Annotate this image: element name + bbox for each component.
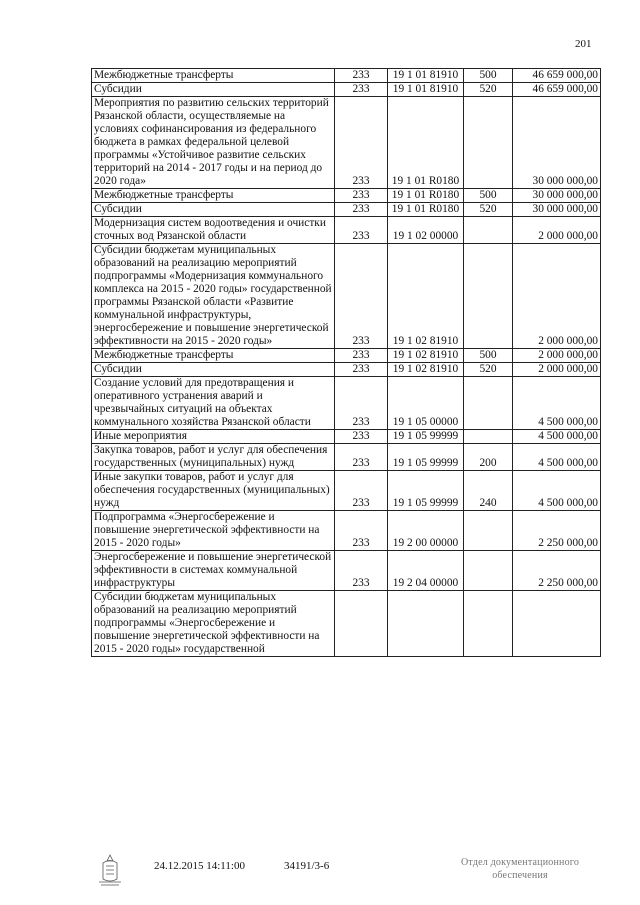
- row-cs: [388, 591, 464, 657]
- row-cs: 19 2 04 00000: [388, 551, 464, 591]
- row-vr: [464, 244, 513, 349]
- row-sum: 4 500 000,00: [513, 377, 601, 430]
- row-cs: 19 1 01 R0180: [388, 189, 464, 203]
- row-cs: 19 2 00 00000: [388, 511, 464, 551]
- row-vr: 520: [464, 83, 513, 97]
- row-gr: 233: [335, 83, 388, 97]
- row-sum: 4 500 000,00: [513, 471, 601, 511]
- table-row: [92, 189, 601, 203]
- row-name: Модернизация систем водоотведения и очистки сточных вод Рязанской области: [92, 217, 335, 244]
- row-vr: [464, 97, 513, 189]
- stamp-line-2: обеспечения: [492, 870, 548, 881]
- row-sum: [513, 591, 601, 657]
- row-vr: [464, 377, 513, 430]
- row-gr: 233: [335, 377, 388, 430]
- row-cs: 19 1 01 81910: [388, 69, 464, 83]
- row-vr: 200: [464, 444, 513, 471]
- row-gr: 233: [335, 363, 388, 377]
- row-vr: 240: [464, 471, 513, 511]
- table-row: [92, 444, 601, 471]
- table-row: [92, 203, 601, 217]
- table-row: [92, 349, 601, 363]
- row-name: Субсидии: [92, 363, 335, 377]
- row-gr: 233: [335, 511, 388, 551]
- row-sum: 46 659 000,00: [513, 83, 601, 97]
- row-sum: 30 000 000,00: [513, 97, 601, 189]
- row-gr: 233: [335, 189, 388, 203]
- row-sum: 2 000 000,00: [513, 244, 601, 349]
- row-gr: 233: [335, 203, 388, 217]
- table-row: [92, 83, 601, 97]
- row-name: Субсидии: [92, 83, 335, 97]
- table-row: [92, 471, 601, 511]
- budget-table: [91, 68, 601, 657]
- row-cs: 19 1 01 81910: [388, 83, 464, 97]
- row-name: Закупка товаров, работ и услуг для обеспечения государственных (муниципальных) нужд: [92, 444, 335, 471]
- table-row: [92, 377, 601, 430]
- row-vr: [464, 430, 513, 444]
- footer-doc-number: 34191/3-6: [284, 860, 330, 872]
- table-row: [92, 591, 601, 657]
- row-gr: 233: [335, 430, 388, 444]
- row-name: Межбюджетные трансферты: [92, 69, 335, 83]
- stamp-line-1: Отдел документационного: [460, 857, 580, 868]
- row-gr: 233: [335, 97, 388, 189]
- row-name: Межбюджетные трансферты: [92, 189, 335, 203]
- row-name: Субсидии бюджетам муниципальных образований на реализацию мероприятий подпрограммы «Модернизация коммунального комплекса на 2015 - 2020 годы» государственной программы Рязанской области «Развитие коммунальной инфраструктуры, энергосбережение и повышение энергетической эффективности на 2015 - 2020 годы»: [92, 244, 335, 349]
- row-name: Иные мероприятия: [92, 430, 335, 444]
- row-name: Энергосбережение и повышение энергетической эффективности в системах коммунальной инфраструктуры: [92, 551, 335, 591]
- row-cs: 19 1 05 00000: [388, 377, 464, 430]
- row-gr: 233: [335, 444, 388, 471]
- department-stamp: [450, 856, 590, 882]
- row-vr: 520: [464, 203, 513, 217]
- row-vr: [464, 591, 513, 657]
- row-sum: 2 250 000,00: [513, 511, 601, 551]
- row-sum: 4 500 000,00: [513, 444, 601, 471]
- row-sum: 30 000 000,00: [513, 203, 601, 217]
- row-cs: 19 1 01 R0180: [388, 97, 464, 189]
- row-vr: [464, 217, 513, 244]
- table-row: [92, 244, 601, 349]
- row-gr: 233: [335, 69, 388, 83]
- row-gr: 233: [335, 244, 388, 349]
- row-gr: 233: [335, 551, 388, 591]
- table-row: [92, 551, 601, 591]
- row-sum: 2 000 000,00: [513, 363, 601, 377]
- row-name: Иные закупки товаров, работ и услуг для обеспечения государственных (муниципальных) нужд: [92, 471, 335, 511]
- budget-table-body: [92, 69, 601, 657]
- row-cs: 19 1 01 R0180: [388, 203, 464, 217]
- row-gr: 233: [335, 471, 388, 511]
- row-sum: 4 500 000,00: [513, 430, 601, 444]
- row-cs: 19 1 05 99999: [388, 444, 464, 471]
- table-row: [92, 430, 601, 444]
- row-name: Межбюджетные трансферты: [92, 349, 335, 363]
- row-sum: 2 250 000,00: [513, 551, 601, 591]
- row-sum: 2 000 000,00: [513, 217, 601, 244]
- row-vr: [464, 511, 513, 551]
- row-name: Создание условий для предотвращения и оперативного устранения аварий и чрезвычайных ситуаций на объектах коммунального хозяйства Рязанской области: [92, 377, 335, 430]
- table-row: [92, 217, 601, 244]
- row-cs: 19 1 02 00000: [388, 217, 464, 244]
- row-vr: 520: [464, 363, 513, 377]
- row-name: Мероприятия по развитию сельских территорий Рязанской области, осуществляемые на условиях софинансирования из федерального бюджета в рамках федеральной целевой программы «Устойчивое развитие сельских территорий на 2014 - 2017 годы и на период до 2020 года»: [92, 97, 335, 189]
- row-vr: 500: [464, 349, 513, 363]
- row-cs: 19 1 02 81910: [388, 244, 464, 349]
- row-gr: 233: [335, 217, 388, 244]
- row-vr: 500: [464, 69, 513, 83]
- row-sum: 2 000 000,00: [513, 349, 601, 363]
- row-cs: 19 1 05 99999: [388, 430, 464, 444]
- row-name: Субсидии: [92, 203, 335, 217]
- row-name: Субсидии бюджетам муниципальных образований на реализацию мероприятий подпрограммы «Энергосбережение и повышение энергетической эффективности на 2015 - 2020 годы» государственной: [92, 591, 335, 657]
- row-vr: 500: [464, 189, 513, 203]
- table-row: [92, 69, 601, 83]
- row-cs: 19 1 05 99999: [388, 471, 464, 511]
- row-cs: 19 1 02 81910: [388, 363, 464, 377]
- seal-icon: [95, 852, 125, 888]
- page-number: 201: [575, 38, 592, 50]
- row-vr: [464, 551, 513, 591]
- row-gr: 233: [335, 349, 388, 363]
- row-sum: 46 659 000,00: [513, 69, 601, 83]
- row-gr: [335, 591, 388, 657]
- table-row: [92, 511, 601, 551]
- table-row: [92, 97, 601, 189]
- row-name: Подпрограмма «Энергосбережение и повышение энергетической эффективности на 2015 - 2020 годы»: [92, 511, 335, 551]
- table-row: [92, 363, 601, 377]
- footer-date: 24.12.2015 14:11:00: [154, 860, 245, 872]
- row-cs: 19 1 02 81910: [388, 349, 464, 363]
- row-sum: 30 000 000,00: [513, 189, 601, 203]
